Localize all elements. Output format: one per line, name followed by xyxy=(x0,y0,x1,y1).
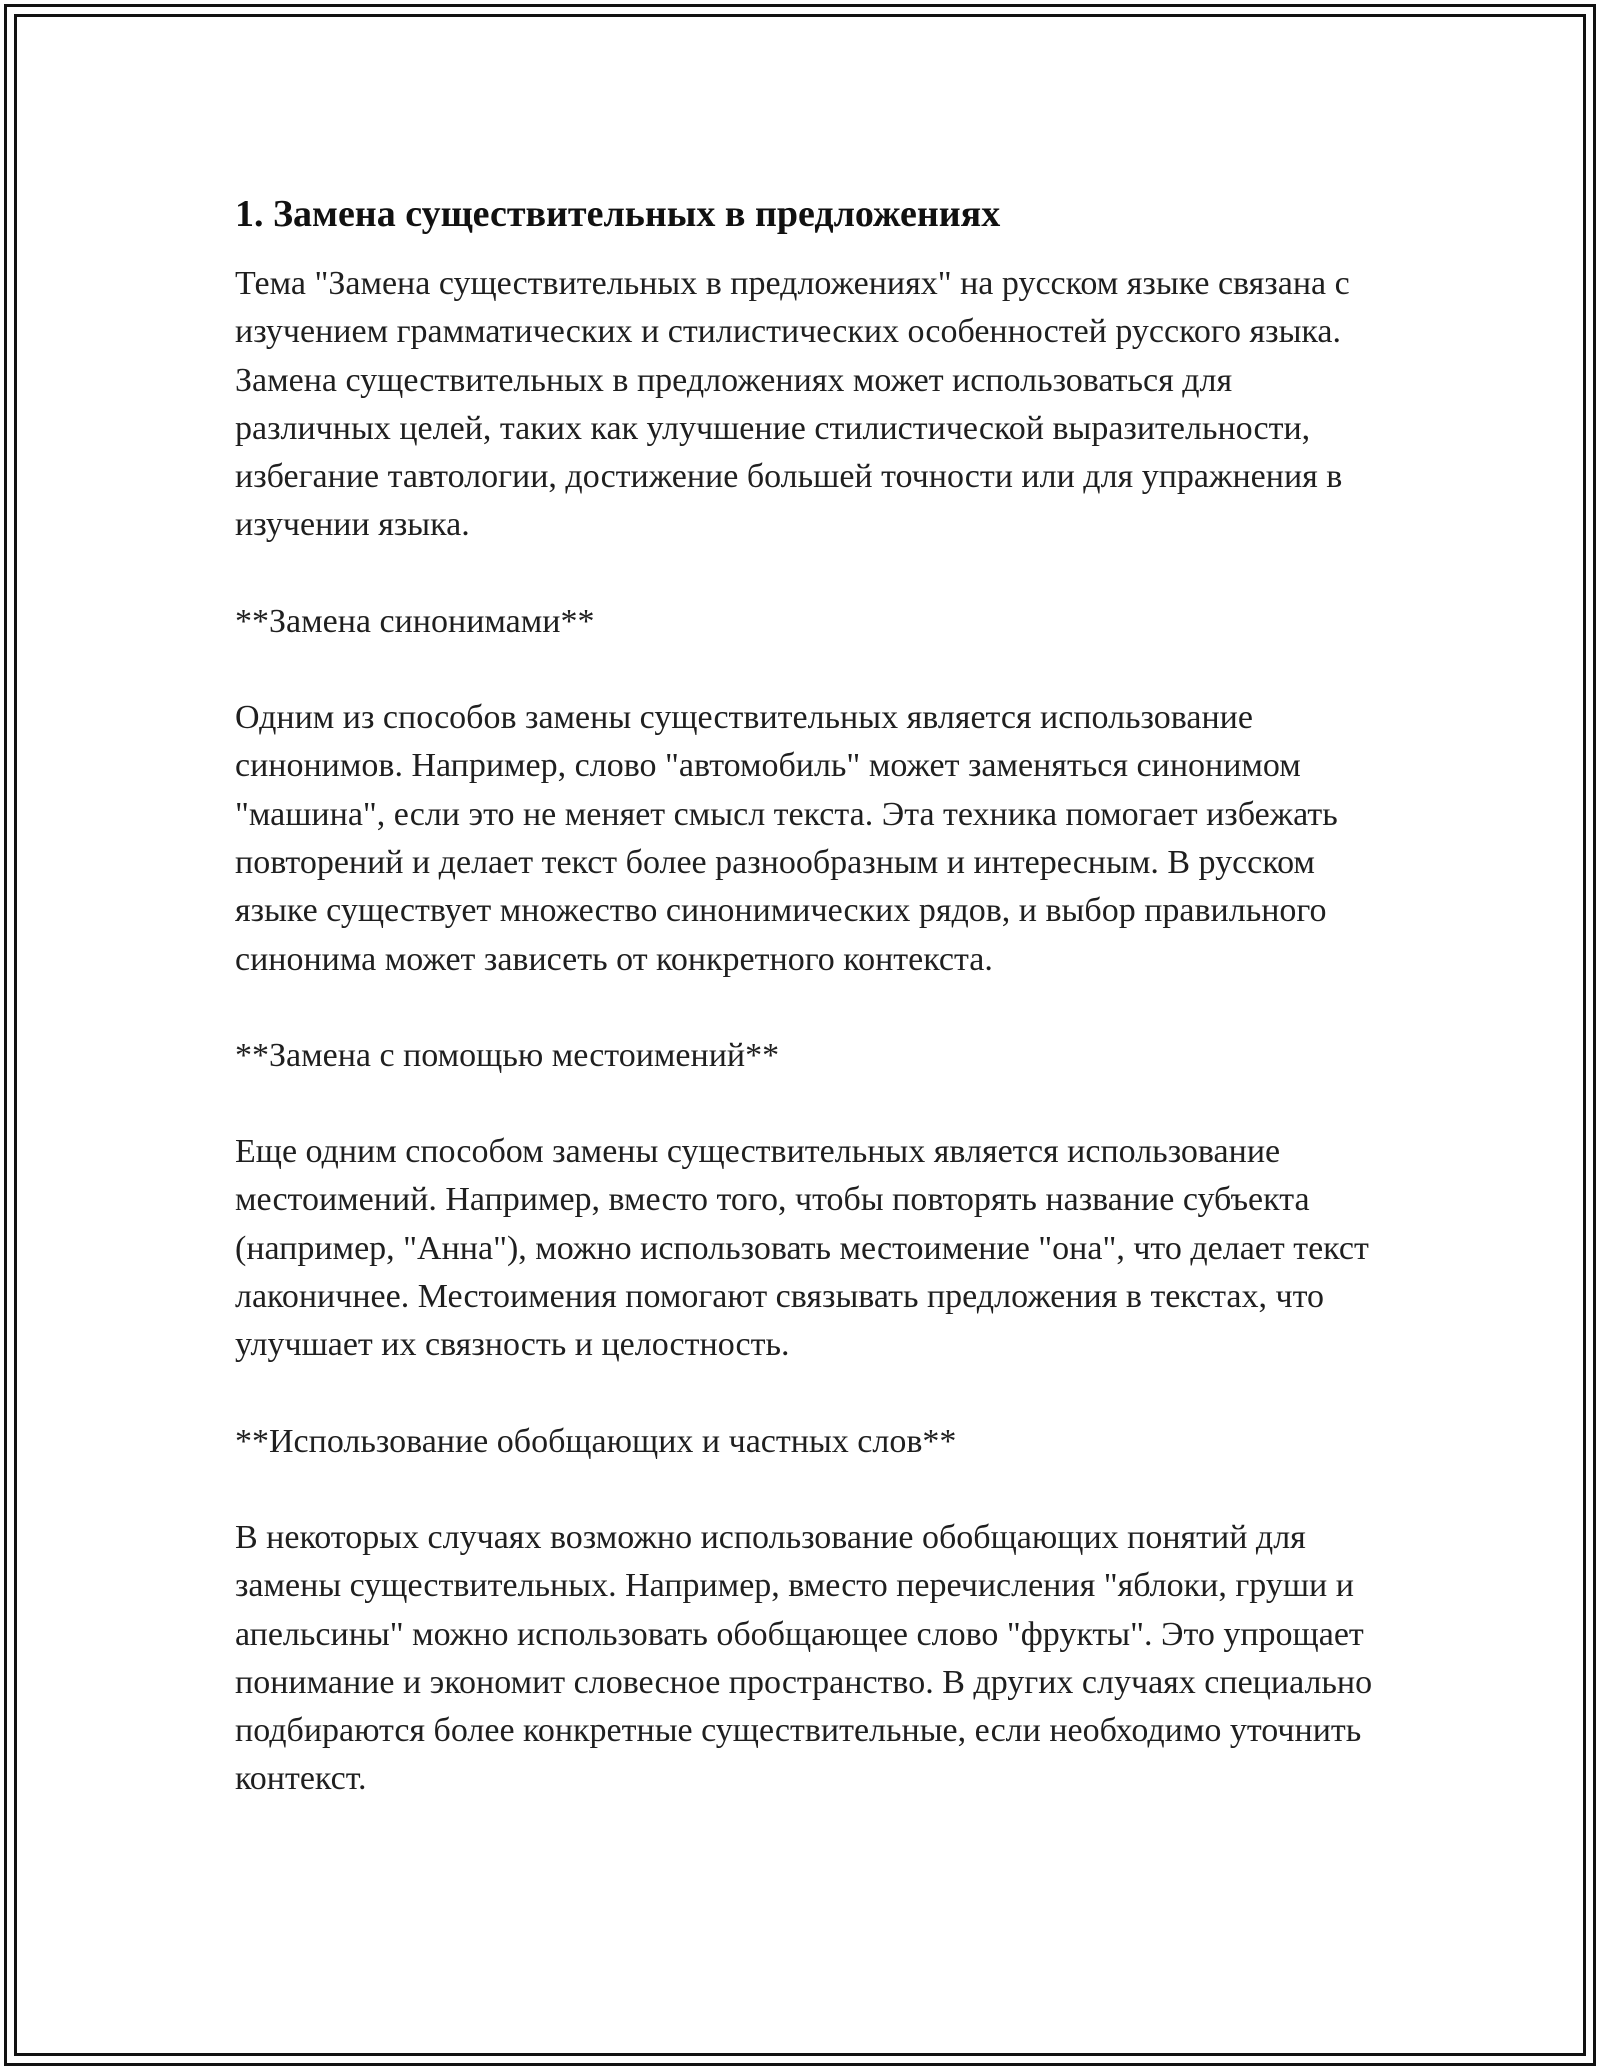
section-heading-generalizing-words: **Использование обобщающих и частных слов** xyxy=(235,1422,957,1460)
document-title: 1. Замена существительных в предложениях xyxy=(235,193,1001,235)
section-text-generalizing-words: В некоторых случаях возможно использование обобщающих понятий для замены существительных. Например, вместо перечисления "яблоки, груши и апельсины" можно использовать обобщающее слово "фрукты". Это упрощает понимание и экономит словесное пространство. В других случаях специально подбираются более конкретные существительные, если необходимо уточнить контекст. xyxy=(235,1518,1373,1798)
section-heading-pronouns: **Замена с помощью местоимений** xyxy=(235,1036,780,1074)
document-page xyxy=(235,186,1395,1852)
section-text-synonyms: Одним из способов замены существительных является использование синонимов. Например, слово "автомобиль" может заменяться синонимом "машина", если это не меняет смысл текста. Эта техника помогает избежать повторений и делает текст более разнообразным и интересным. В русском языке существует множество синонимических рядов, и выбор правильного синонима может зависеть от конкретного контекста. xyxy=(235,699,1338,978)
intro-paragraph: Тема "Замена существительных в предложениях" на русском языке связана с изучением грамматических и стилистических особенностей русского языка. Замена существительных в предложениях может использоваться для различных целей, таких как улучшение стилистической выразительности, избегание тавтологии, достижение большей точности или для упражнения в изучении языка. xyxy=(235,265,1350,544)
section-text-pronouns: Еще одним способом замены существительных является использование местоимений. Например, вместо того, чтобы повторять название субъекта (например, "Анна"), можно использовать местоимение "она", что делает текст лаконичнее. Местоимения помогают связывать предложения в текстах, что улучшает их связность и целостность. xyxy=(235,1133,1369,1364)
section-heading-synonyms: **Замена синонимами** xyxy=(235,602,595,640)
